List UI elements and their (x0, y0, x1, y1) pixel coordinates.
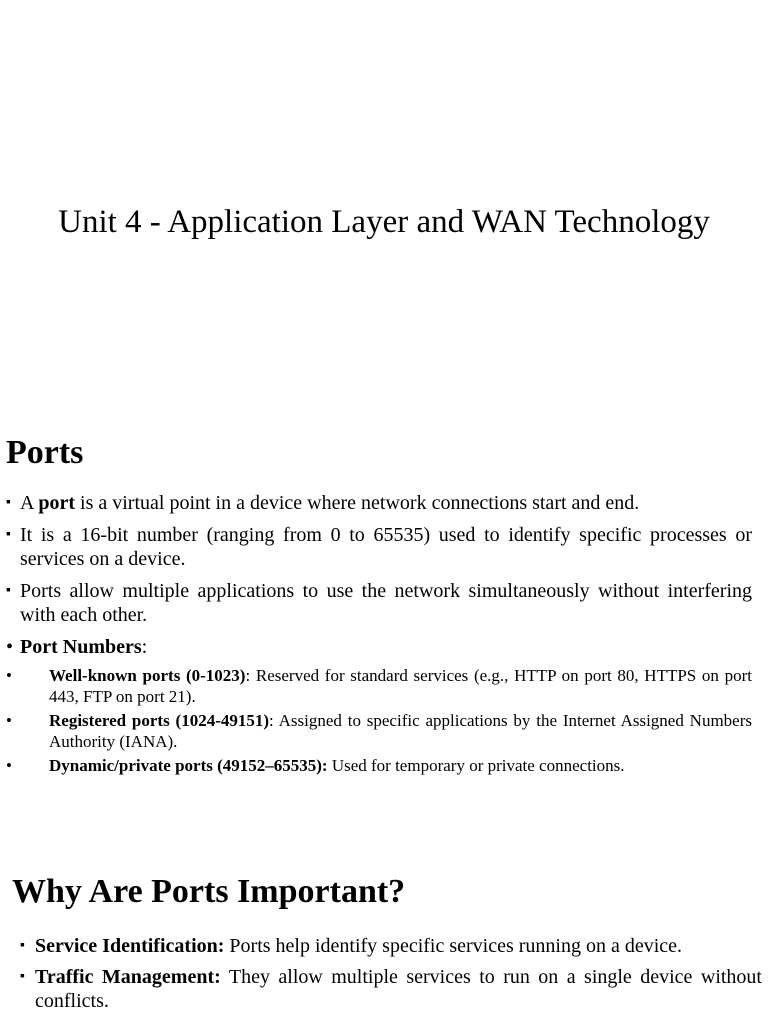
bullet-text: They allow multiple services to run on a single device without conflicts. (35, 966, 762, 1012)
port-numbers-sublist (6, 665, 752, 776)
sub-item-term: Registered ports (1024-49151) (49, 711, 270, 730)
square-bullet-icon: ▪ (6, 527, 11, 542)
bullet-term: port (38, 492, 76, 514)
sub-item-text: : Assigned to specific applications by the Internet Assigned Numbers Authority (IANA). (49, 711, 752, 751)
list-item (0, 965, 762, 1013)
list-item (0, 491, 752, 515)
bullet-text: It is a 16-bit number (ranging from 0 to 65535) used to identify specific processes or services on a device. (20, 524, 752, 570)
dot-bullet-icon: • (6, 636, 14, 658)
sub-item-text: Used for temporary or private connections. (327, 756, 625, 775)
sub-list-item (0, 710, 752, 752)
dot-bullet-icon: • (6, 711, 12, 730)
sub-list-item (0, 755, 752, 776)
bullet-term: Traffic Management: (35, 966, 221, 988)
sub-item-term: Well-known ports (0-1023) (49, 666, 246, 685)
bullet-text: Ports allow multiple applications to use the network simultaneously without interfering with each other. (20, 580, 752, 626)
bullet-text: is a virtual point in a device where network connections start and end. (75, 492, 640, 514)
square-bullet-icon: ▪ (6, 495, 11, 510)
ports-heading: Ports (6, 434, 84, 471)
port-numbers-label: Port Numbers (20, 636, 142, 658)
sub-item-term: Dynamic/private ports (49152–65535): (49, 756, 328, 775)
why-ports-bullet-list (0, 934, 762, 1020)
square-bullet-icon: ▪ (6, 583, 11, 598)
bullet-text-prefix: A (20, 492, 39, 514)
sub-item-text: : Reserved for standard services (e.g., HTTP on port 80, HTTPS on port 443, FTP on port 21). (49, 666, 752, 706)
bullet-text: Ports help identify specific services running on a device. (224, 935, 683, 957)
square-bullet-icon: ▪ (20, 938, 25, 953)
dot-bullet-icon: • (6, 756, 12, 775)
ports-bullet-list (0, 491, 752, 784)
list-item-port-numbers (0, 635, 752, 776)
slide-title: Unit 4 - Application Layer and WAN Technology (58, 204, 710, 240)
dot-bullet-icon: • (6, 666, 12, 685)
why-ports-heading: Why Are Ports Important? (12, 873, 406, 910)
list-item (0, 579, 752, 627)
port-numbers-suffix: : (141, 636, 148, 658)
square-bullet-icon: ▪ (20, 969, 25, 984)
list-item (0, 934, 762, 958)
bullet-term: Service Identification: (35, 935, 225, 957)
sub-list-item (0, 665, 752, 707)
list-item (0, 523, 752, 571)
